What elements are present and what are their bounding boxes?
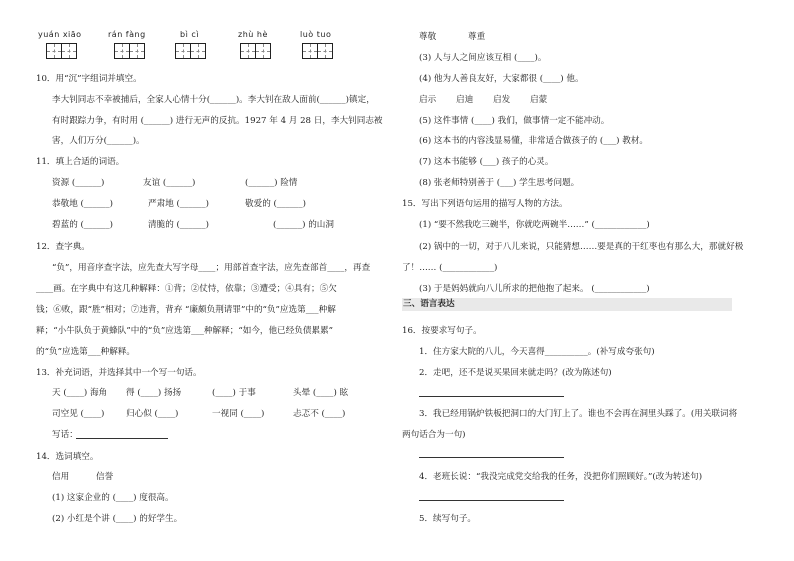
q10-line-3: 害，人们万分(______)。	[52, 136, 145, 146]
q14-s3: (3) 人与人之间应该互相 (____)。	[419, 53, 547, 63]
q11-r2-c2: 严肃地 (______)	[148, 199, 209, 209]
q12-line-2: ____画。在字典中有这几种解释：①背；②仗恃，依靠；③遭受；④具有；⑤欠	[36, 284, 337, 294]
q14-title: 14．选词填空。	[36, 452, 99, 462]
q16-s3b: 两句话合为一句)	[402, 430, 466, 440]
q11-r1-c2: 友谊 (______)	[143, 178, 196, 188]
q15-s2a: (2) 锅中的一切，对于八儿来说，只能猜想……要是真的干红枣也有那么大，那就好极	[419, 242, 744, 252]
q14-word-5: 启示	[419, 95, 437, 105]
q13-write-line[interactable]	[76, 438, 168, 439]
q14-s6: (6) 这本书的内容浅显易懂，非常适合做孩子的 (___) 教材。	[419, 136, 649, 146]
pinyin-5: luò tuo	[300, 30, 332, 39]
q14-s7: (7) 这本书能够 (___) 孩子的心灵。	[419, 157, 554, 167]
q16-s4: 4．老班长说：“我没完成党交给我的任务，没把你们照顾好。”(改为转述句)	[419, 472, 703, 482]
q14-s4: (4) 他为人善良友好，大家都很 (____) 他。	[419, 74, 584, 84]
q16-s2-answer-line[interactable]	[419, 396, 564, 397]
q13-r1-c2: 得 (____) 扬扬	[126, 388, 182, 398]
q13-r2-c1: 司空见 (____)	[52, 409, 105, 419]
q14-word-4: 尊重	[468, 32, 486, 42]
q13-r1-c3: (____) 于事	[212, 388, 256, 398]
q13-r2-c4: 忐忑不 (____)	[293, 409, 346, 419]
tianzige-box-2[interactable]	[114, 43, 144, 59]
q12-line-3: 钱；⑥败，跟“胜”相对；⑦违背，背弃 “廉颇负荆请罪”中的“负”应选第___种解	[36, 305, 336, 315]
q11-r2-c1: 恭敬地 (______)	[52, 199, 113, 209]
q14-word-2: 信誉	[96, 472, 114, 482]
q13-write-label: 写话：	[52, 430, 78, 440]
q13-r1-c4: 头晕 (____) 眩	[293, 388, 349, 398]
pinyin-2: rán fàng	[108, 30, 146, 39]
pinyin-1: yuán xiāo	[38, 30, 82, 39]
q14-word-3: 尊敬	[419, 32, 437, 42]
q10-line-2: 有时跟踪力争，有时用 (______) 进行无声的反抗。1927 年 4 月 28 日，李大钊同志被	[52, 116, 383, 126]
q12-title: 12．查字典。	[36, 242, 90, 252]
q13-r1-c1: 天 (____) 海角	[52, 388, 108, 398]
q13-title: 13．补充词语，并选择其中一个写一句话。	[36, 368, 202, 378]
q12-line-1: “负”，用音序查字法，应先查大写字母____；用部首查字法，应先查部首____，再查	[52, 263, 371, 273]
q14-word-1: 信用	[52, 472, 70, 482]
q14-word-8: 启蒙	[530, 95, 548, 105]
q13-r2-c3: 一视同 (____)	[212, 409, 265, 419]
q15-s2b: 了！…… (____________)	[402, 263, 498, 273]
q16-s5: 5．续写句子。	[419, 514, 477, 524]
pinyin-3: bì cì	[180, 30, 199, 39]
tianzige-box-4[interactable]	[240, 43, 270, 59]
q16-s3-answer-line[interactable]	[419, 457, 564, 458]
q11-r3-c3: (______) 的山洞	[273, 220, 334, 230]
q11-r1-c1: 资源 (______)	[52, 178, 105, 188]
q16-s4-answer-line[interactable]	[419, 500, 564, 501]
q12-line-4: 释；“小牛队负于黄蜂队”中的“负”应选第___种解释；“如今，他已经负债累累”	[36, 326, 334, 336]
q16-title: 16．按要求写句子。	[402, 326, 482, 336]
q14-s8: (8) 张老师特别善于 (___) 学生思考问题。	[419, 178, 580, 188]
q15-title: 15．写出下列语句运用的描写人物的方法。	[402, 199, 568, 209]
tianzige-box-1[interactable]	[46, 43, 76, 59]
q14-word-6: 启迪	[456, 95, 474, 105]
q16-s1: 1．住方家大院的八儿，今天喜得__________。(补写成夸张句)	[419, 347, 655, 357]
q10-title: 10．用“沉”字组词并填空。	[36, 74, 142, 84]
q16-s2: 2．走吧，还不是说买果回来就走吗？(改为陈述句)	[419, 368, 612, 378]
q16-s3a: 3．我已经用锅炉铁板把洞口的大门钉上了。谁也不会再在洞里头踩了。(用关联词将	[419, 409, 738, 419]
pinyin-4: zhù hè	[238, 30, 268, 39]
q11-r3-c1: 碧蓝的 (______)	[52, 220, 113, 230]
q12-line-5: 的“负”应选第___种解释。	[36, 347, 136, 357]
q11-title: 11．填上合适的词语。	[36, 157, 125, 167]
q10-line-1: 李大钊同志不幸被捕后，全家人心情十分(______)。李大钊在敌人面前(______)镇定，	[52, 95, 375, 105]
q11-r1-c3: (______) 险情	[245, 178, 298, 188]
q14-word-7: 启发	[493, 95, 511, 105]
tianzige-box-3[interactable]	[175, 43, 205, 59]
q15-s3: (3) 于是妈妈就向八儿所求的把他抱了起来。 (____________)	[419, 284, 650, 294]
q11-r3-c2: 清脆的 (______)	[148, 220, 209, 230]
q11-r2-c3: 敬爱的 (______)	[245, 199, 306, 209]
q14-s2: (2) 小红是个讲 (____) 的好学生。	[52, 514, 183, 524]
q15-s1: (1) “要不然我吃三碗半，你就吃两碗半……” (____________)	[419, 220, 650, 230]
tianzige-box-5[interactable]	[302, 43, 332, 59]
q14-s1: (1) 这家企业的 (____) 度很高。	[52, 493, 174, 503]
q13-r2-c2: 归心似 (____)	[126, 409, 179, 419]
section-heading: 三、语言表达	[402, 298, 732, 311]
q14-s5: (5) 这件事情 (____) 我们，做事情一定不能冲动。	[419, 116, 610, 126]
